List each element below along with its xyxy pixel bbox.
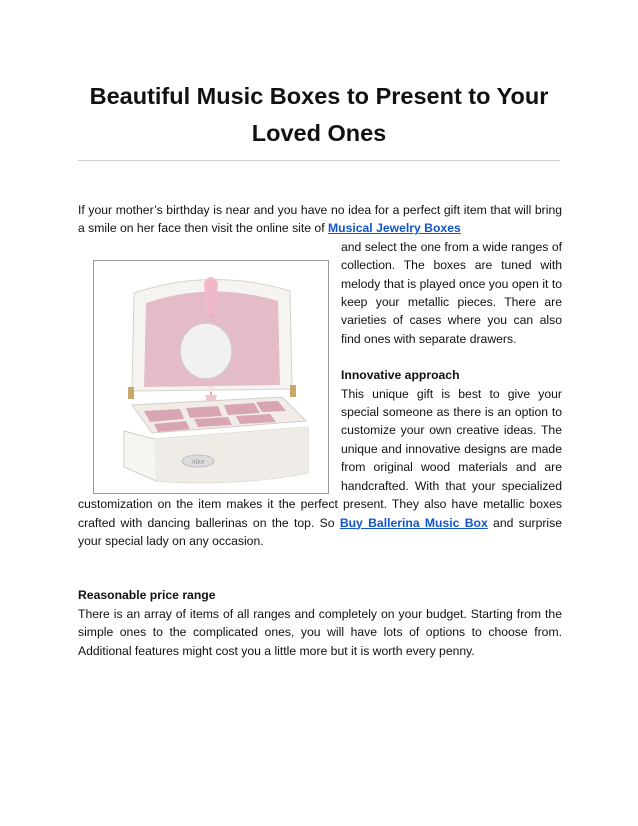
ballerina-music-box-picture: [94, 261, 328, 493]
intro-first-line: [78, 201, 562, 238]
right-hinge: [290, 385, 296, 397]
intro-text: If your mother’s birthday is near and you have no idea for a perfect gift item that will bring a smile on her face then visit the online site of: [78, 203, 562, 236]
mirror: [180, 323, 232, 379]
innovative-text-end: and surprise your special lady on any occasion.: [78, 515, 563, 548]
left-hinge: [128, 387, 134, 399]
plaque-text: Alice: [191, 459, 205, 466]
innovative-heading: Innovative approach: [341, 368, 460, 383]
product-image: [93, 260, 329, 494]
page-title: Beautiful Music Boxes to Present to Your Loved Ones: [89, 83, 549, 146]
product-image-frame: [78, 238, 341, 494]
title-divider: [78, 160, 560, 161]
innovative-text: This unique gift is best to give your special someone as there is an option to customize your own creative ideas. The unique and innovative designs are made from original wood materials and are handcrafted. With that your specialized customization on the item makes it the perfect present. They also have metallic boxes crafted with dancing ballerinas on the top. So: [78, 386, 562, 530]
box-front-shade: [154, 427, 308, 483]
article-body: [78, 201, 562, 660]
price-paragraph: There is an array of items of all ranges and completely on your budget. Starting from the simple ones to the complicated ones, you will have lots of options to choose from. Additional features might cost you a little more but it is worth every penny.: [78, 606, 562, 658]
price-heading: Reasonable price range: [78, 588, 216, 603]
intro-paragraph-continued: and select the one from a wide ranges of collection. The boxes are tuned with melody that is played once you open it to keep your metallic pieces. There are varieties of cases where you can also find ones with separate drawers.: [341, 239, 562, 346]
musical-jewelry-boxes-link[interactable]: Musical Jewelry Boxes: [327, 221, 461, 236]
buy-ballerina-music-box-link[interactable]: Buy Ballerina Music Box: [339, 515, 488, 530]
